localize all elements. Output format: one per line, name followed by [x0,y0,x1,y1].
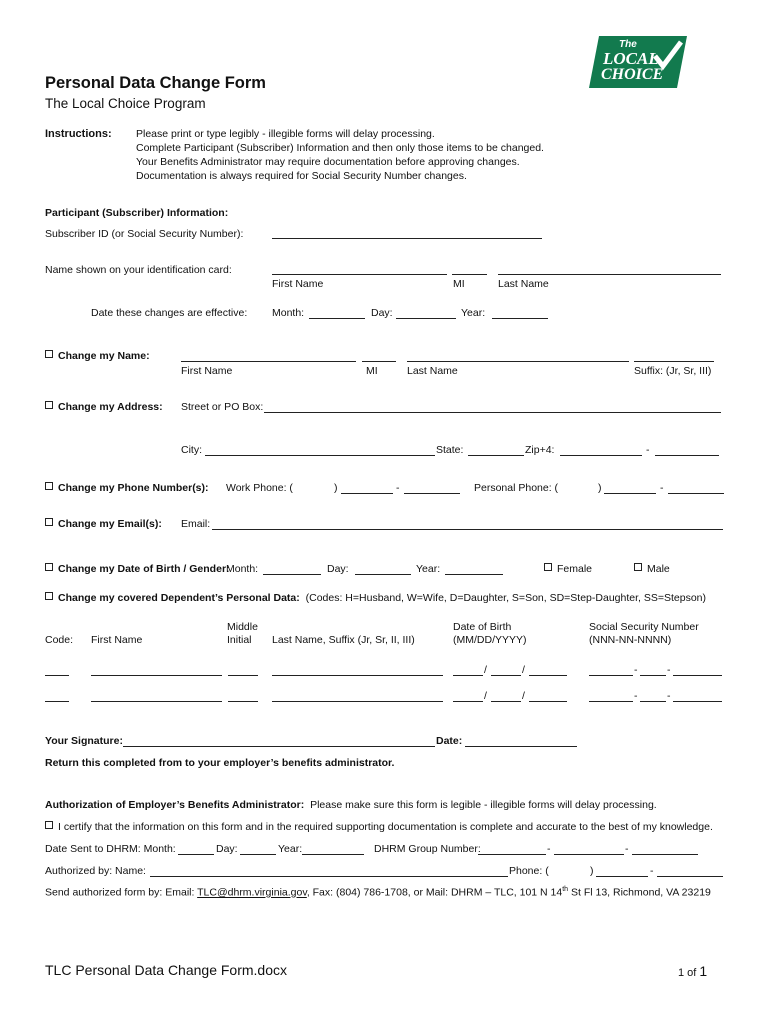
card-last-caption: Last Name [498,278,549,290]
dob-month-label: Month: [226,563,259,575]
change-address-label: Change my Address: [58,401,163,413]
instructions-label: Instructions: [45,128,112,140]
new-mi-field[interactable] [362,361,396,362]
personal-phone-line-field[interactable] [668,493,724,494]
dob-slash: / [522,690,525,702]
dependent-code-field[interactable] [45,675,69,676]
ssn-dash: - [634,664,638,676]
dob-year-label: Year: [416,563,441,575]
instruction-line: Documentation is always required for Social Security Number changes. [136,170,467,182]
ssn-dash: - [667,690,671,702]
checkbox-icon[interactable] [45,401,53,409]
card-mi-caption: MI [453,278,465,290]
date-sent-year-label: Year: [278,843,303,855]
new-first-caption: First Name [181,365,233,377]
change-dependents-label: Change my covered Dependent’s Personal Data: [58,592,300,604]
new-last-caption: Last Name [407,365,458,377]
zip4-field[interactable] [655,455,719,456]
work-phone-close: ) [334,482,338,494]
date-sent-label: Date Sent to DHRM: Month: [45,843,176,855]
logo-text-choice: CHOICE [601,66,664,83]
dependent-ssn-3-field[interactable] [673,675,722,676]
gender-male-label: Male [647,563,670,575]
dependent-ssn-1-field[interactable] [589,701,633,702]
subscriber-id-field[interactable] [272,238,542,239]
dependent-first-field[interactable] [91,675,222,676]
date-sent-month-field[interactable] [178,854,214,855]
col-first: First Name [91,634,143,646]
ssn-dash: - [667,664,671,676]
dob-slash: / [484,690,487,702]
checkbox-icon[interactable] [45,350,53,358]
col-ssn-1: Social Security Number [589,621,699,633]
dob-day-label: Day: [327,563,349,575]
dependent-first-field[interactable] [91,701,222,702]
card-mi-field[interactable] [452,274,487,275]
effective-day-label: Day: [371,307,393,319]
state-label: State: [436,444,464,456]
instruction-line: Complete Participant (Subscriber) Information and then only those items to be changed. [136,142,544,154]
send-instructions [45,886,711,899]
dependent-ssn-2-field[interactable] [640,675,666,676]
page-total: 1 [699,963,708,979]
authorization-heading [45,799,657,811]
change-name-label: Change my Name: [58,350,150,362]
checkbox-icon[interactable] [45,563,53,571]
date-sent-day-field[interactable] [240,854,276,855]
dob-slash: / [522,664,525,676]
group-number-1-field[interactable] [478,854,546,855]
name-card-label: Name shown on your identification card: [45,264,232,276]
logo-text-local: LOCAL [603,49,659,68]
instruction-line: Please print or type legibly - illegible forms will delay processing. [136,128,435,140]
certify-option[interactable] [45,821,713,833]
dependent-last-field[interactable] [272,675,443,676]
email-label: Email: [181,518,211,530]
dependent-dob-year-field[interactable] [529,701,567,702]
authorized-phone-prefix-field[interactable] [596,876,648,877]
col-code: Code: [45,634,74,646]
work-phone-prefix-field[interactable] [341,493,393,494]
send-sup: th [562,886,569,893]
effective-day-field[interactable] [396,318,456,319]
subscriber-id-label: Subscriber ID (or Social Security Number): [45,228,244,240]
group-dash: - [547,843,551,855]
send-end: St Fl 13, Richmond, VA 23219 [568,886,711,899]
dependent-dob-day-field[interactable] [491,701,521,702]
authorization-heading-bold: Authorization of Employer’s Benefits Administrator: [45,799,305,811]
col-dob-1: Date of Birth [453,621,512,633]
dob-day-field[interactable] [355,574,411,575]
state-field[interactable] [468,455,524,456]
instruction-line: Your Benefits Administrator may require documentation before approving changes. [136,156,520,168]
authorized-name-field[interactable] [150,876,508,877]
effective-month-field[interactable] [309,318,365,319]
dependent-ssn-2-field[interactable] [640,701,666,702]
new-suffix-caption: Suffix: (Jr, Sr, III) [634,365,712,377]
street-field[interactable] [264,412,721,413]
change-dependents-option[interactable] [45,592,706,604]
change-phone-option[interactable] [45,482,209,494]
personal-phone-close: ) [598,482,602,494]
dependent-code-field[interactable] [45,701,69,702]
authorized-by-label: Authorized by: Name: [45,865,146,877]
change-phone-label: Change my Phone Number(s): [58,482,209,494]
tlc-email-link[interactable]: TLC@dhrm.virginia.gov [197,886,307,899]
tlc-logo [589,36,687,88]
dependent-ssn-1-field[interactable] [589,675,633,676]
card-first-caption: First Name [272,278,324,290]
page-subtitle: The Local Choice Program [45,96,206,111]
work-phone-label: Work Phone: ( [226,482,293,494]
dependent-dob-month-field[interactable] [453,701,483,702]
street-label: Street or PO Box: [181,401,264,413]
group-number-label: DHRM Group Number: [374,843,481,855]
card-last-name-field[interactable] [498,274,721,275]
card-first-name-field[interactable] [272,274,447,275]
col-last: Last Name, Suffix (Jr, Sr, II, III) [272,634,415,646]
checkbox-icon[interactable] [634,563,642,571]
signature-date-label: Date: [436,735,463,747]
gender-male-option[interactable] [634,563,670,575]
ssn-dash: - [634,690,638,702]
change-name-option[interactable] [45,350,150,362]
email-field[interactable] [212,529,723,530]
dependent-ssn-3-field[interactable] [673,701,722,702]
zip-dash: - [646,444,650,456]
new-last-name-field[interactable] [407,361,629,362]
zip-label: Zip+4: [525,444,555,456]
checkbox-icon[interactable] [45,821,53,829]
logo-text-the: The [619,39,637,50]
authorized-phone-close: ) [590,865,594,877]
signature-label: Your Signature: [45,735,123,747]
effective-date-label: Date these changes are effective: [91,307,248,319]
dob-slash: / [484,664,487,676]
dob-year-field[interactable] [445,574,503,575]
effective-month-label: Month: [272,307,305,319]
personal-phone-prefix-field[interactable] [604,493,656,494]
change-dob-label: Change my Date of Birth / Gender: [58,563,230,575]
authorized-phone-dash: - [650,865,654,877]
authorization-heading-text: Please make sure this form is legible - illegible forms will delay processing. [310,799,657,811]
col-middle-2: Initial [227,634,252,646]
col-middle-1: Middle [227,621,258,633]
signature-date-field[interactable] [465,746,577,747]
dependent-mi-field[interactable] [228,701,258,702]
authorized-phone-line-field[interactable] [657,876,723,877]
dependent-dob-year-field[interactable] [529,675,567,676]
personal-phone-dash: - [660,482,664,494]
change-address-option[interactable] [45,401,163,413]
new-suffix-field[interactable] [634,361,714,362]
dependent-mi-field[interactable] [228,675,258,676]
checkbox-icon[interactable] [45,592,53,600]
effective-year-label: Year: [461,307,486,319]
dob-month-field[interactable] [263,574,321,575]
page-title: Personal Data Change Form [45,74,266,92]
page-prefix: 1 of [678,967,700,979]
new-first-name-field[interactable] [181,361,356,362]
date-sent-day-label: Day: [216,843,238,855]
participant-heading: Participant (Subscriber) Information: [45,207,229,219]
dependent-last-field[interactable] [272,701,443,702]
date-sent-year-field[interactable] [302,854,364,855]
gender-female-label: Female [557,563,593,575]
footer-filename: TLC Personal Data Change Form.docx [45,962,287,978]
city-label: City: [181,444,202,456]
gender-female-option[interactable] [544,563,592,575]
send-mid: , Fax: (804) 786-1708, or Mail: DHRM – TLC, 101 N 14 [306,886,563,899]
personal-phone-label: Personal Phone: ( [474,482,559,494]
work-phone-dash: - [396,482,400,494]
group-number-3-field[interactable] [632,854,698,855]
col-ssn-2: (NNN-NN-NNNN) [589,634,672,646]
checkbox-icon[interactable] [45,482,53,490]
dependents-codes: (Codes: H=Husband, W=Wife, D=Daughter, S=Son, SD=Step-Daughter, SS=Stepson) [305,592,707,604]
authorized-phone-label: Phone: ( [509,865,549,877]
certify-label: I certify that the information on this form and in the required supporting documentation is complete and accurate to the best of my knowledge. [58,821,713,833]
dependent-dob-day-field[interactable] [491,675,521,676]
group-number-2-field[interactable] [554,854,624,855]
zip-field[interactable] [560,455,642,456]
col-dob-2: (MM/DD/YYYY) [453,634,527,646]
city-field[interactable] [205,455,435,456]
send-prefix: Send authorized form by: Email: [45,886,198,899]
signature-field[interactable] [123,746,435,747]
work-phone-line-field[interactable] [404,493,460,494]
effective-year-field[interactable] [492,318,548,319]
change-email-label: Change my Email(s): [58,518,162,530]
change-email-option[interactable] [45,518,162,530]
group-dash: - [625,843,629,855]
new-mi-caption: MI [366,365,378,377]
checkbox-icon[interactable] [45,518,53,526]
checkbox-icon[interactable] [544,563,552,571]
return-instructions: Return this completed from to your employer’s benefits administrator. [45,757,395,769]
footer-page-number [678,963,707,979]
dependent-dob-month-field[interactable] [453,675,483,676]
change-dob-option[interactable] [45,563,230,575]
